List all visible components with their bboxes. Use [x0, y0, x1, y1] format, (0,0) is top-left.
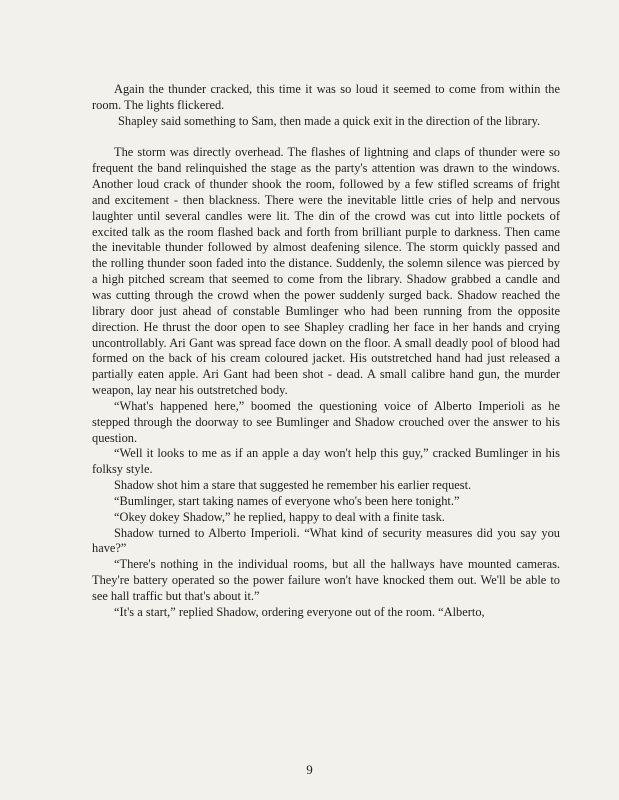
paragraph-bumlinger-apple: “Well it looks to me as if an apple a day won't help this guy,” cracked Bumlinger in his folksy style. — [92, 446, 560, 477]
page-number: 9 — [306, 762, 313, 777]
paragraph-cameras: “There's nothing in the individual rooms, but all the hallways have mounted cameras. They're battery operated so the power failure won't have knocked them out. We'll be able to see hall traffic but that's about it.” — [92, 557, 560, 603]
paragraph-its-a-start: “It's a start,” replied Shadow, ordering everyone out of the room. “Alberto, — [114, 604, 485, 619]
paragraph-take-names: “Bumlinger, start taking names of everyone who's been here tonight.” — [114, 493, 460, 508]
paragraph-shadow-stare: Shadow shot him a stare that suggested he remember his earlier request. — [114, 478, 472, 493]
paragraph-okey-dokey: “Okey dokey Shadow,” he replied, happy to deal with a finite task. — [114, 509, 445, 524]
paragraph-alberto-question: “What's happened here,” boomed the questioning voice of Alberto Imperioli as he stepped through the doorway to see Bumlinger and Shadow crouched over the answer to his question. — [92, 398, 560, 445]
paragraph-storm: The storm was directly overhead. The flashes of lightning and claps of thunder were so frequent the band relinquished the stage as the party's attention was drawn to the windows. Another loud crack of thunder shook the room, followed by a few stifled screams of fright and excitement - then blackness. There were the inevitable little cries of help and nervous laughter until several candles were lit. The din of the crowd was cut into little pockets of excited talk as the room flashed back and forth from brilliant purple to darkness. Then came the inevitable thunder followed by almost deafening silence. The storm quickly passed and the rolling thunder soon faded into the distance. Suddenly, the solemn silence was pierced by a high pitched scream that seemed to come from the library. Shadow grabbed a candle and was cutting through the crowd when the power suddenly surged back. Shadow reached the library door just ahead of constable Bumlinger who had been running from the opposite direction. He thrust the door open to see Shapley cradling her face in her hands and crying uncontrollably. Ari Gant was spread face down on the floor. A small deadly pool of blood had formed on the back of his cream coloured jacket. His outstretched hand had just released a partially eaten apple. Ari Gant had been shot - dead. A small calibre hand gun, the murder weapon, lay near his outstretched body. — [92, 145, 560, 398]
paragraph-thunder: Again the thunder cracked, this time it was so loud it seemed to come from within the room. The lights flickered. — [92, 82, 560, 112]
paragraph-shapley-exit: Shapley said something to Sam, then made a quick exit in the direction of the library. — [118, 113, 541, 128]
paragraph-security-question: Shadow turned to Alberto Imperioli. “What kind of security measures did you say you have?” — [92, 525, 560, 556]
body-text — [92, 82, 560, 621]
